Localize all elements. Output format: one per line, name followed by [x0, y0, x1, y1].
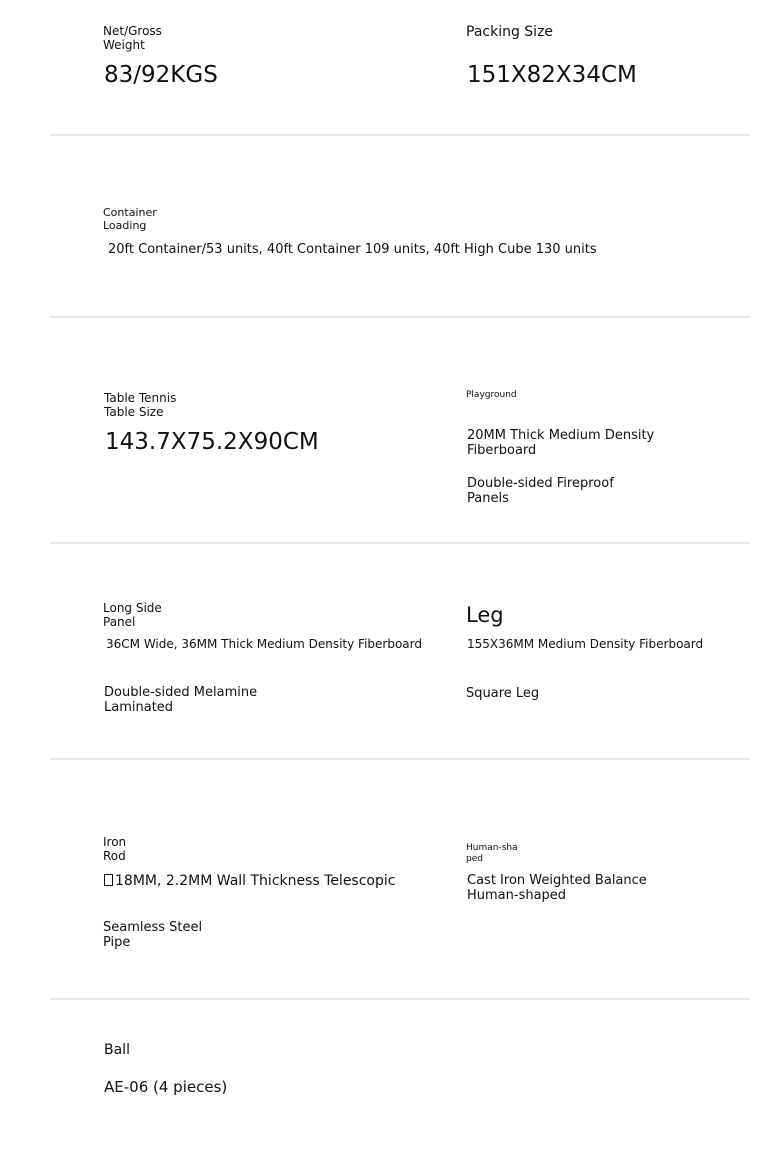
missing-glyph-icon [104, 874, 113, 886]
long-side-panel-spec-laminate: Double-sided Melamine Laminated [104, 685, 258, 715]
table-size-label: Table Tennis Table Size [104, 391, 177, 419]
playground-label: Playground [466, 390, 517, 400]
playground-spec-panels: Double-sided Fireproof Panels [467, 476, 614, 506]
iron-rod-spec-pipe: Seamless Steel Pipe [103, 920, 203, 950]
leg-spec-shape: Square Leg [466, 686, 540, 701]
container-loading-value: 20ft Container/53 units, 40ft Container 109 units, 40ft High Cube 130 units [108, 242, 597, 257]
table-size-value: 143.7X75.2X90CM [105, 429, 319, 455]
divider [50, 134, 750, 136]
iron-rod-label: Iron Rod [103, 835, 127, 863]
container-loading-label: Container Loading [103, 206, 157, 232]
packing-size-label: Packing Size [466, 24, 554, 40]
iron-rod-spec-diameter [104, 873, 395, 890]
divider [50, 316, 750, 318]
long-side-panel-spec-size: 36CM Wide, 36MM Thick Medium Density Fiberboard [106, 637, 422, 651]
ball-value: AE-06 (4 pieces) [104, 1078, 228, 1096]
leg-spec-size: 155X36MM Medium Density Fiberboard [467, 637, 704, 651]
divider [50, 542, 750, 544]
human-shaped-spec: Cast Iron Weighted Balance Human-shaped [467, 873, 647, 903]
ball-label: Ball [104, 1042, 130, 1058]
net-gross-weight-label: Net/Gross Weight [103, 24, 162, 52]
iron-rod-spec-text: 18MM, 2.2MM Wall Thickness Telescopic [115, 873, 396, 889]
net-gross-weight-value: 83/92KGS [104, 62, 218, 88]
long-side-panel-label: Long Side Panel [103, 601, 162, 629]
divider [50, 998, 750, 1000]
playground-spec-thickness: 20MM Thick Medium Density Fiberboard [467, 428, 655, 458]
leg-label: Leg [466, 603, 504, 627]
divider [50, 758, 750, 760]
packing-size-value: 151X82X34CM [467, 62, 637, 88]
human-shaped-label: Human-sha ped [466, 843, 518, 864]
